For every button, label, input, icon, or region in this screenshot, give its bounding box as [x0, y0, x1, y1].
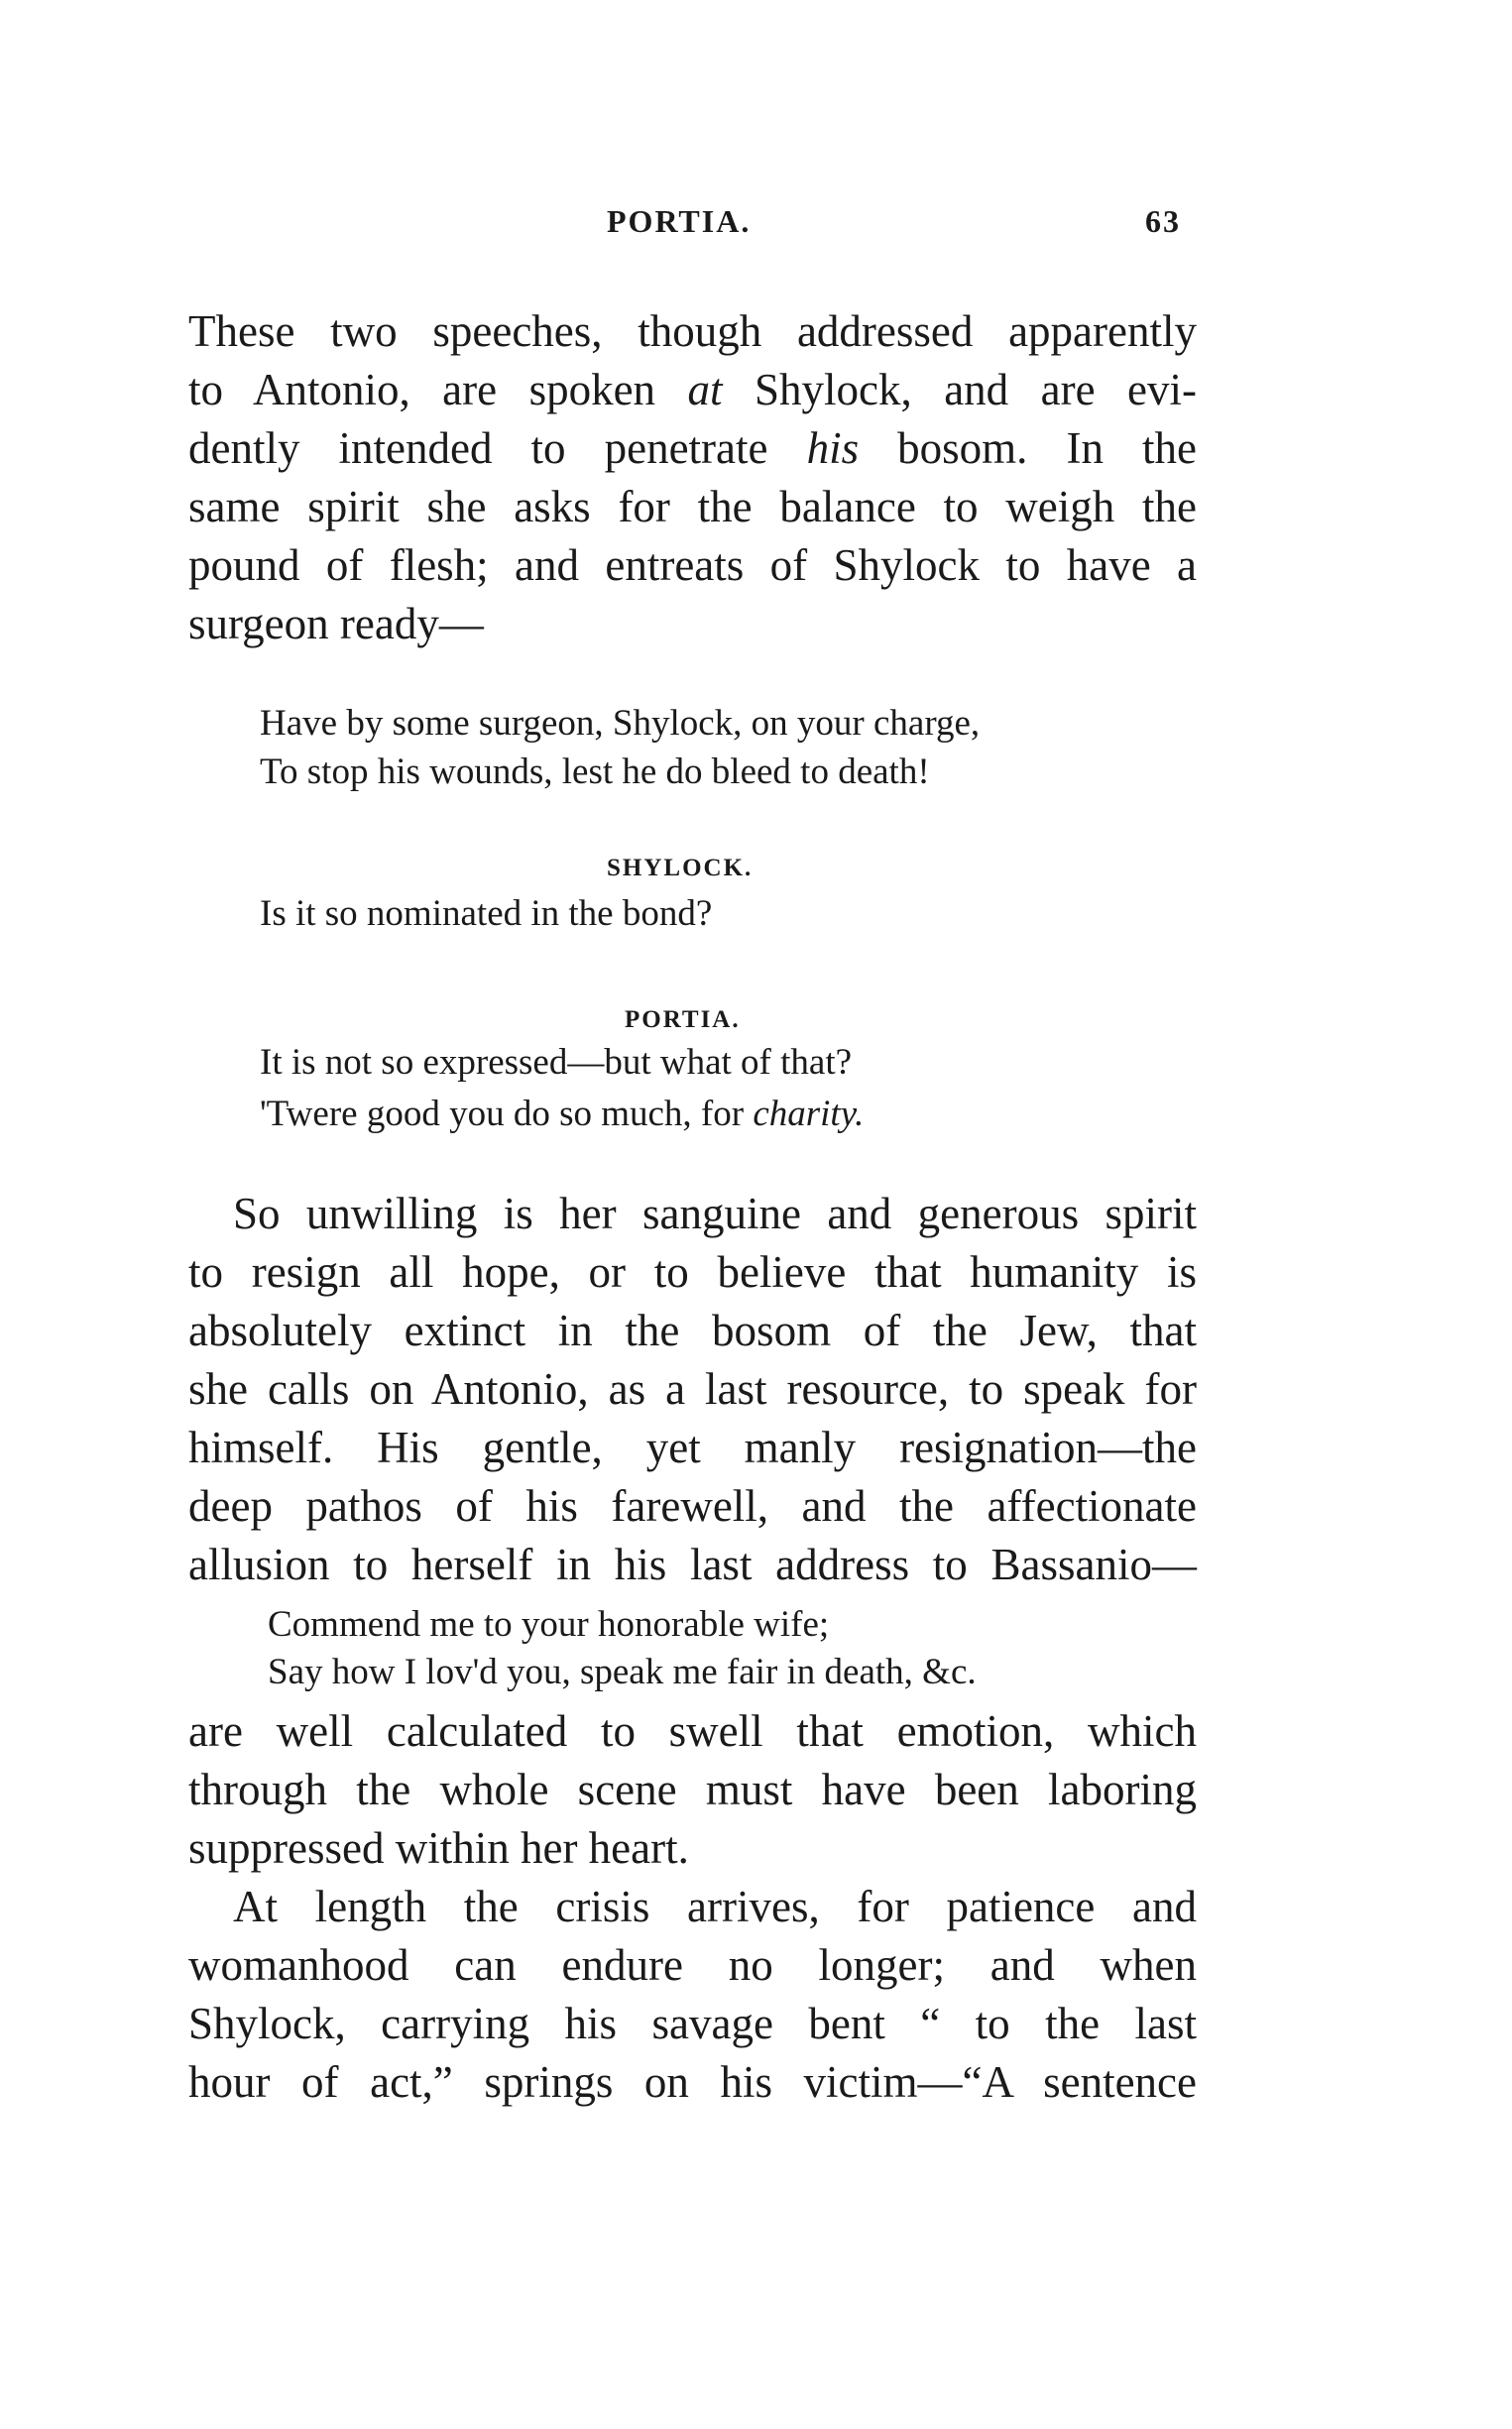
paragraph-line: Shylock, carrying his savage bent “ to the last [188, 1999, 1197, 2048]
verse-line: It is not so expressed—but what of that? [260, 1042, 853, 1083]
paragraph-line: These two speeches, though addressed apparently [188, 306, 1197, 356]
page-number: 63 [1145, 203, 1181, 239]
verse-line: 'Twere good you do so much, for charity. [260, 1094, 865, 1134]
paragraph-line: himself. His gentle, yet manly resignation—the [188, 1423, 1197, 1472]
paragraph-line: she calls on Antonio, as a last resource, to speak for [188, 1364, 1197, 1414]
paragraph-line: So unwilling is her sanguine and generous spirit [233, 1189, 1197, 1238]
paragraph-line: are well calculated to swell that emotion, which [188, 1706, 1197, 1756]
speaker-name: SHYLOCK. [607, 855, 754, 881]
paragraph-line: womanhood can endure no longer; and when [188, 1940, 1197, 1990]
paragraph-line: through the whole scene must have been laboring [188, 1765, 1197, 1814]
paragraph-line: to Antonio, are spoken at Shylock, and are evi- [188, 365, 1197, 414]
running-title: PORTIA. [607, 203, 752, 239]
paragraph-line: same spirit she asks for the balance to weigh the [188, 482, 1197, 531]
verse-line: Is it so nominated in the bond? [260, 893, 713, 934]
verse-line: To stop his wounds, lest he do bleed to death! [260, 752, 930, 792]
verse-line: Commend me to your honorable wife; [268, 1604, 830, 1645]
paragraph-line: At length the crisis arrives, for patience and [233, 1882, 1197, 1931]
paragraph-line: to resign all hope, or to believe that humanity is [188, 1247, 1197, 1297]
paragraph-line: surgeon ready— [188, 599, 484, 648]
paragraph-line: pound of flesh; and entreats of Shylock to have a [188, 540, 1197, 590]
emphasis: his [806, 423, 860, 473]
emphasis: charity. [753, 1094, 865, 1134]
paragraph-line: absolutely extinct in the bosom of the Jew, that [188, 1306, 1197, 1355]
paragraph-line: allusion to herself in his last address to Bassanio— [188, 1540, 1197, 1589]
paragraph-line: suppressed within her heart. [188, 1823, 689, 1873]
speaker-name: PORTIA. [625, 1006, 741, 1033]
emphasis: at [687, 365, 723, 414]
paragraph-line: hour of act,” springs on his victim—“A sentence [188, 2057, 1197, 2107]
verse-line: Say how I lov'd you, speak me fair in death, &c. [268, 1652, 977, 1692]
paragraph-line: dently intended to penetrate his bosom. In the [188, 423, 1197, 473]
verse-line: Have by some surgeon, Shylock, on your charge, [260, 703, 981, 744]
paragraph-line: deep pathos of his farewell, and the affectionate [188, 1481, 1197, 1531]
